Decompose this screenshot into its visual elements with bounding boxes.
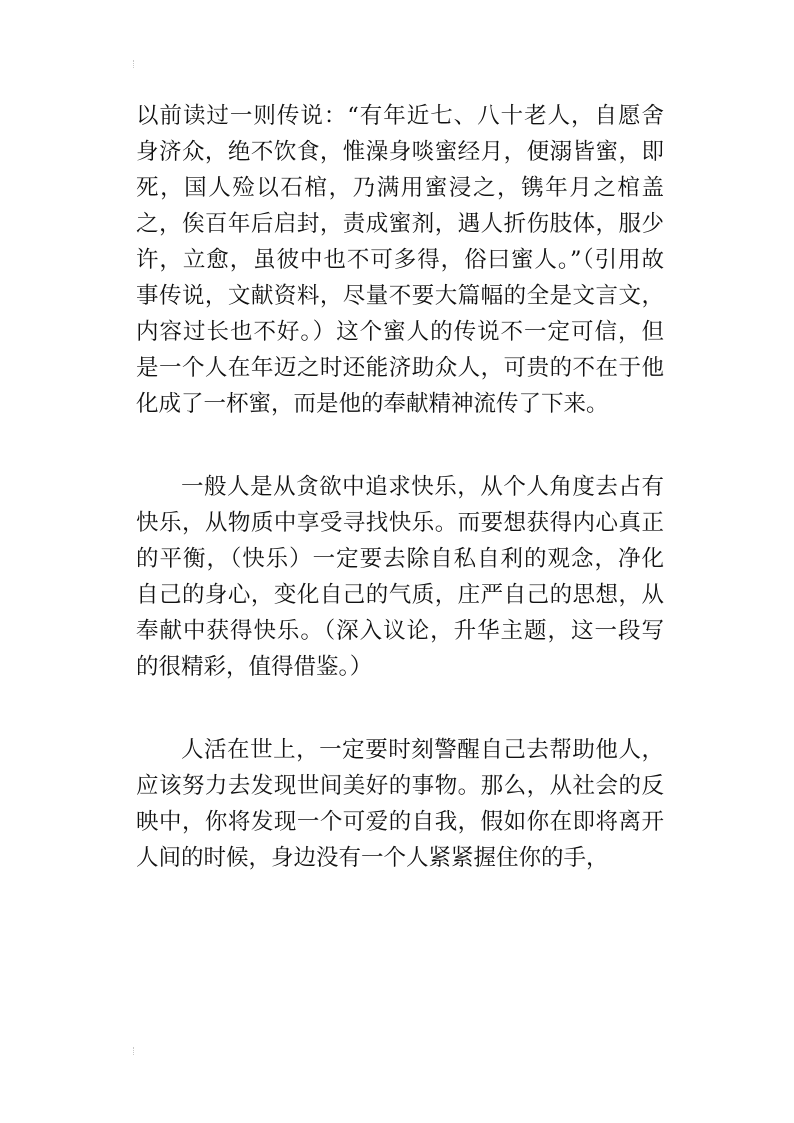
document-body	[136, 98, 664, 876]
paragraph-happiness-from-giving: 一般人是从贪欲中追求快乐，从个人角度去占有快乐，从物质中享受寻找快乐。而要想获得内心真正的平衡，（快乐）一定要去除自私自利的观念，净化自己的身心，变化自己的气质，庄严自己的思想，从奉献中获得快乐。（深入议论，升华主题，这一段写的很精彩，值得借鉴。）	[136, 474, 664, 680]
paragraph-legend-honey-man: 以前读过一则传说：“有年近七、八十老人，自愿舍身济众，绝不饮食，惟澡身啖蜜经月，便溺皆蜜，即死，国人殓以石棺，乃满用蜜浸之，镌年月之棺盖之，俟百年后启封，责成蜜剂，遇人折伤肢体，服少许，立愈，虽彼中也不可多得，俗曰蜜人。”（引用故事传说，文献资料，尽量不要大篇幅的全是文言文，内容过长也不好。）这个蜜人的传说不一定可信，但是一个人在年迈之时还能济助众人，可贵的不在于他化成了一杯蜜，而是他的奉献精神流传了下来。	[136, 103, 664, 417]
paragraph-helping-others: 人活在世上，一定要时刻警醒自己去帮助他人，应该努力去发现世间美好的事物。那么，从社会的反映中，你将发现一个可爱的自我，假如你在即将离开人间的时候，身边没有一个人紧紧握住你的手，	[136, 737, 664, 871]
paragraph-gap	[136, 422, 664, 469]
page-corner-mark-bottom	[133, 1047, 136, 1055]
paragraph-gap	[136, 685, 664, 732]
page-corner-mark-top	[133, 60, 136, 68]
